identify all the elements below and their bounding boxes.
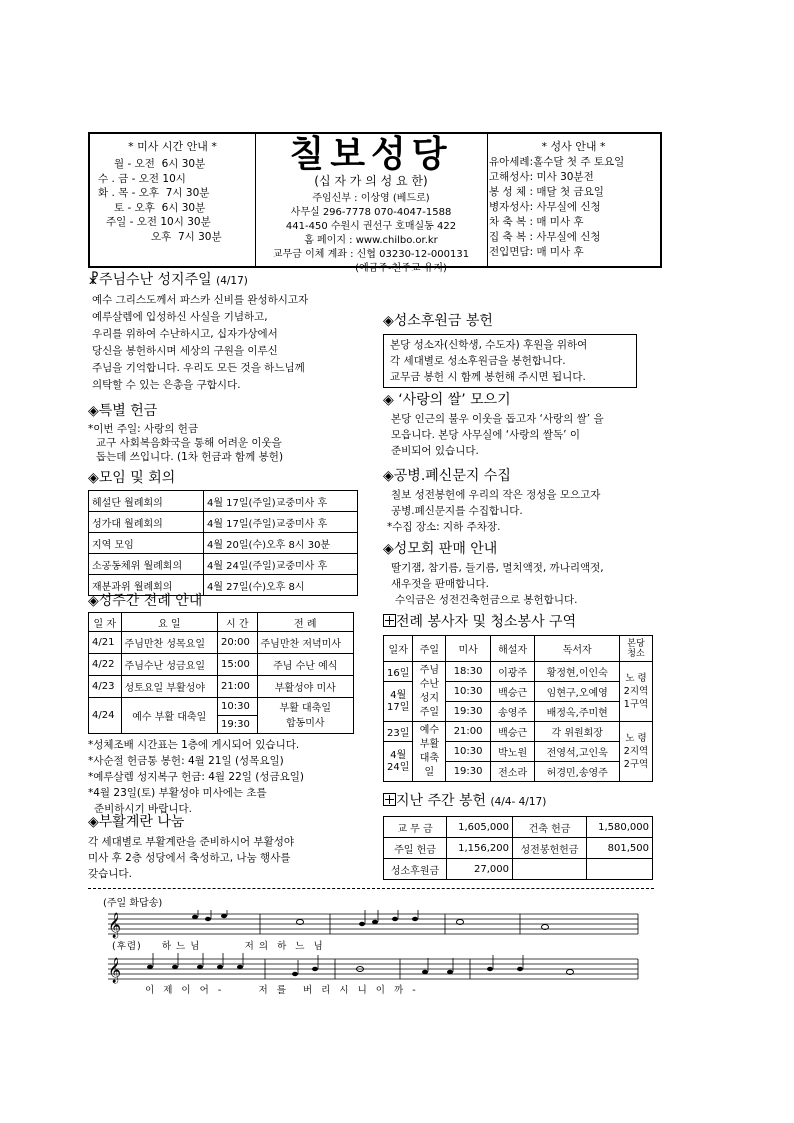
meetings-table xyxy=(88,490,358,596)
table-cell: 백승근 xyxy=(490,722,535,742)
table-row xyxy=(89,512,358,533)
table-cell: 16일 xyxy=(384,662,413,682)
easter-egg-section xyxy=(88,811,378,882)
table-cell: 4/24 xyxy=(89,698,122,734)
table-row xyxy=(89,698,354,716)
meetings-heading: ◈모임 및 회의 xyxy=(88,470,176,486)
rice-heading: ◈ ‘사랑의 쌀’ 모으기 xyxy=(383,392,511,408)
table-cell: 백승근 xyxy=(490,682,535,702)
offering-heading xyxy=(383,790,663,810)
paragraph-line: 갖습니다. xyxy=(88,868,132,880)
paragraph-line: 의탁할 수 있는 은총을 구합시다. xyxy=(92,379,241,391)
table-cell xyxy=(512,859,586,880)
table-cell: 전소라 xyxy=(490,762,535,782)
note-line: *사순절 헌금통 봉헌: 4월 21일 (성목요일) xyxy=(88,755,284,767)
mass-time-line: 토 - 오후 6시 30분 xyxy=(114,201,206,214)
paragraph-line: 교무금 봉헌 시 함께 봉헌해 주시면 됩니다. xyxy=(390,371,586,383)
paragraph-line: 본당 인근의 불우 이웃을 돕고자 ‘사랑의 쌀’ 을 xyxy=(391,413,604,425)
table-cell: 부활성야 미사 xyxy=(257,676,353,698)
table-cell: 19:30 xyxy=(446,702,490,722)
table-row xyxy=(89,491,358,512)
table-cell: 교 무 금 xyxy=(384,817,447,838)
table-cell: 801,500 xyxy=(587,838,653,859)
table-cell: 주님만찬 저녁미사 xyxy=(257,632,353,654)
table-cell: 15:00 xyxy=(218,654,258,676)
table-cell: 1,605,000 xyxy=(447,817,513,838)
holy-week-section xyxy=(88,590,378,817)
sacrament-line: 차 축 복 : 매 미사 후 xyxy=(489,216,584,228)
table-cell: 각 위원회장 xyxy=(535,722,620,742)
lyrics-line: 이 제 이 어 - 저 를 버 리 시 니 이 까 - xyxy=(145,985,417,996)
vocation-box xyxy=(383,334,637,388)
main-feast-date: (4/17) xyxy=(216,275,248,287)
table-cell: 황정현,이인숙 xyxy=(535,662,620,682)
paragraph-line: 딸기잼, 참기름, 들기름, 멸치액젓, 까나리액젓, xyxy=(391,562,604,574)
table-row xyxy=(89,632,354,654)
paragraph-line: 준비되어 있습니다. xyxy=(391,445,479,457)
table-cell: 4/23 xyxy=(89,676,122,698)
meeting-name: 소공동체위 월례회의 xyxy=(89,554,204,575)
church-subtitle: (십 자 가 의 성 요 한) xyxy=(314,174,428,188)
meeting-name: 헤설단 월례회의 xyxy=(89,491,204,512)
column-header: 전 례 xyxy=(257,613,353,632)
table-cell: 10:30 xyxy=(218,698,258,716)
table-cell: 19:30 xyxy=(218,716,258,734)
special-offering-section xyxy=(88,400,378,464)
paragraph-line: 돕는데 쓰입니다. (1차 헌금과 함께 봉헌) xyxy=(96,451,284,463)
svg-text:𝄞: 𝄞 xyxy=(108,958,122,983)
servers-table xyxy=(383,635,653,782)
homepage: 홈 페이지 : www.chilbo.or.kr xyxy=(304,235,438,246)
meeting-time: 4월 17일(주일)교중미사 후 xyxy=(203,491,357,512)
paragraph-line: *이번 주일: 사랑의 헌금 xyxy=(88,423,199,435)
paragraph-line: 당신을 봉헌하시며 세상의 구원을 이루신 xyxy=(92,345,278,357)
sale-section xyxy=(383,538,663,608)
table-cell xyxy=(257,698,353,734)
offering-section xyxy=(383,790,663,880)
masthead xyxy=(88,132,662,274)
table-cell: 21:00 xyxy=(446,722,490,742)
table-cell: 27,000 xyxy=(447,859,513,880)
column-header: 시 간 xyxy=(218,613,258,632)
table-row xyxy=(384,817,653,838)
table-cell: 20:00 xyxy=(218,632,258,654)
table-cell: 주님수난 성금요일 xyxy=(121,654,217,676)
column-header: 독서자 xyxy=(535,636,620,662)
table-cell: 4월 17일 xyxy=(384,682,413,722)
main-feast-section xyxy=(88,269,378,394)
sacrament-line: 집 축 복 : 사무실에 신청 xyxy=(489,231,601,243)
table-cell: 예수 부활 대축일 xyxy=(413,722,446,782)
main-feast-heading xyxy=(88,269,378,289)
sale-heading: ◈성모회 판매 안내 xyxy=(383,541,498,557)
table-cell: 성전봉헌헌금 xyxy=(512,838,586,859)
sacrament-line: 유아세례:홀수달 첫 주 토요일 xyxy=(489,156,625,168)
priest-name: 주임신부 : 이상영 (베드로) xyxy=(312,193,430,204)
table-header-row xyxy=(89,613,354,632)
church-address: 441-450 수원시 권선구 호매실동 422 xyxy=(285,221,457,232)
servers-heading xyxy=(383,611,663,631)
column-header: 해설자 xyxy=(490,636,535,662)
rice-section xyxy=(383,389,663,459)
table-row xyxy=(384,859,653,880)
table-row xyxy=(89,533,358,554)
paragraph-line: 공병.폐신문지를 수집합니다. xyxy=(391,505,523,517)
church-info-panel xyxy=(255,133,488,274)
column-header: 일 자 xyxy=(89,613,122,632)
table-cell: 허경민,송영주 xyxy=(535,762,620,782)
offering-period: (4/4- 4/17) xyxy=(490,796,547,808)
note-line: *4월 23일(토) 부활성야 미사에는 초를 xyxy=(88,787,267,799)
table-cell: 주님만찬 성목요일 xyxy=(121,632,217,654)
holy-week-heading: ◈성주간 전례 안내 xyxy=(88,593,203,609)
paragraph-line: 미사 후 2층 성당에서 축성하고, 나눔 행사를 xyxy=(88,852,291,864)
note-line: *성체조배 시간표는 1층에 게시되어 있습니다. xyxy=(88,739,300,751)
paragraph-line: 우리를 위하여 수난하시고, 십자가상에서 xyxy=(92,328,278,340)
meeting-time: 4월 17일(주일)교중미사 후 xyxy=(203,512,357,533)
column-header: 주일 xyxy=(413,636,446,662)
table-cell: 성소후원금 xyxy=(384,859,447,880)
offering-table xyxy=(383,816,653,880)
sacraments-panel xyxy=(487,134,660,266)
paragraph-line: 모읍니다. 본당 사무실에 ‘사랑의 쌀독’ 이 xyxy=(391,429,580,441)
table-cell: 4월 24일 xyxy=(384,742,413,782)
lyrics-line: (후렴) 하 느 님 저 의 하 느 님 xyxy=(112,941,324,952)
meetings-section xyxy=(88,467,378,596)
sacraments-title: * 성사 안내 * xyxy=(541,140,606,153)
table-cell: 예수 부활 대축일 xyxy=(121,698,217,734)
servers-section xyxy=(383,611,663,782)
table-row xyxy=(384,662,653,682)
church-name: 칠보성당 xyxy=(289,133,453,175)
mass-times-title: * 미사 시간 안내 * xyxy=(128,140,217,153)
easter-egg-heading: ◈부활계란 나눔 xyxy=(88,814,185,830)
mass-time-line: 월 - 오전 6시 30분 xyxy=(114,158,206,170)
mass-time-line: 주일 - 오전 10시 30분 xyxy=(106,216,211,228)
psalm-label: (주일 화답송) xyxy=(103,898,163,909)
paragraph-line: 각 세대별로 부활계란을 준비하시어 부활성야 xyxy=(88,836,295,848)
paragraph-line: *수집 장소: 지하 주차장. xyxy=(387,521,501,533)
table-cell: 1,156,200 xyxy=(447,838,513,859)
meeting-name: 성가대 월례회의 xyxy=(89,512,204,533)
column-header: 일자 xyxy=(384,636,413,662)
paragraph-line: 예수 그리스도께서 파스카 신비를 완성하시고자 xyxy=(92,294,309,306)
sacrament-line: 고해성사: 미사 30분전 xyxy=(489,171,594,183)
holy-week-table xyxy=(88,612,354,734)
table-cell: 박노원 xyxy=(490,742,535,762)
recycle-heading: ◈공병.폐신문지 수집 xyxy=(383,468,511,484)
paragraph-line: 칠보 성전봉헌에 우리의 작은 정성을 모으고자 xyxy=(391,489,601,501)
paragraph-line: 새우젓을 판매합니다. xyxy=(391,578,489,590)
table-row xyxy=(384,838,653,859)
table-row xyxy=(89,654,354,676)
offering-title: 지난 주간 봉헌 xyxy=(396,793,487,809)
recycle-section xyxy=(383,465,663,535)
table-cell: 19:30 xyxy=(446,762,490,782)
account-holder: (예금주-천주교 유지) xyxy=(355,263,447,274)
table-cell: 주일 헌금 xyxy=(384,838,447,859)
table-cell: 이광주 xyxy=(490,662,535,682)
table-cell: 4/21 xyxy=(89,632,122,654)
table-cell: 10:30 xyxy=(446,742,490,762)
mass-time-line: 화 . 목 - 오후 7시 30분 xyxy=(98,187,210,199)
table-header-row xyxy=(384,636,653,662)
column-header: 요 일 xyxy=(121,613,217,632)
meeting-name: 재분과위 월례회의 xyxy=(89,575,204,596)
sacrament-line: 전입면담: 매 미사 후 xyxy=(489,246,584,258)
table-cell: 성토요일 부활성야 xyxy=(121,676,217,698)
paragraph-line: 수익금은 성전건축헌금으로 봉헌합니다. xyxy=(395,594,578,606)
paragraph-line: 교구 사회복음화국을 통해 어려운 이웃을 xyxy=(96,437,282,449)
table-cell xyxy=(587,859,653,880)
rite-line: 부활 대축일 xyxy=(279,702,331,714)
mass-times-panel xyxy=(90,134,256,266)
table-cell: 23일 xyxy=(384,722,413,742)
phone-numbers: 사무실 296-7778 070-4047-1588 xyxy=(290,207,452,218)
table-cell: 주님 수난 예식 xyxy=(257,654,353,676)
sacrament-line: 병자성사: 사무실에 신청 xyxy=(489,201,601,213)
table-cell: 노 령 2지역 1구역 xyxy=(620,662,653,722)
column-header: 미사 xyxy=(446,636,490,662)
vocation-section xyxy=(383,310,663,388)
table-row xyxy=(384,722,653,742)
square-cross-icon xyxy=(383,793,396,806)
mass-time-line: 수 . 금 - 오전 10시 xyxy=(98,172,186,185)
table-row xyxy=(89,554,358,575)
special-offering-heading: ◈특별 헌금 xyxy=(88,403,158,419)
main-feast-title: 주님수난 성지주일 xyxy=(98,272,212,288)
mass-time-line: 오후 7시 30분 xyxy=(151,230,222,243)
table-cell: 21:00 xyxy=(218,676,258,698)
paragraph-line: 주님을 기억합니다. 우리도 모든 것을 하느님께 xyxy=(92,362,305,374)
table-cell: 10:30 xyxy=(446,682,490,702)
table-cell: 배정옥,주미현 xyxy=(535,702,620,722)
table-cell: 4/22 xyxy=(89,654,122,676)
meeting-time: 4월 20일(수)오후 8시 30분 xyxy=(203,533,357,554)
table-cell: 주님 수난 성지 주일 xyxy=(413,662,446,722)
paragraph-line: 각 세대별로 성소후원금을 봉헌합니다. xyxy=(390,355,566,367)
table-cell: 건축 헌금 xyxy=(512,817,586,838)
table-cell: 송영주 xyxy=(490,702,535,722)
meeting-name: 지역 모임 xyxy=(89,533,204,554)
rite-line: 합동미사 xyxy=(285,717,325,729)
table-cell: 18:30 xyxy=(446,662,490,682)
bank-account: 교무금 이체 계좌 : 신협 03230-12-000131 xyxy=(272,249,470,260)
column-header: 본당 청소 xyxy=(620,636,653,662)
table-cell: 1,580,000 xyxy=(587,817,653,838)
vocation-heading: ◈성소후원금 봉헌 xyxy=(383,313,493,329)
sacrament-line: 봉 성 체 : 매달 첫 금요일 xyxy=(489,186,604,198)
table-cell: 노 령 2지역 2구역 xyxy=(620,722,653,782)
svg-text:𝄞: 𝄞 xyxy=(108,913,122,938)
meeting-time: 4월 27일(수)오후 8시 xyxy=(203,575,357,596)
table-row xyxy=(89,676,354,698)
paragraph-line: 본당 성소자(신학생, 수도자) 후원을 위하여 xyxy=(390,339,588,351)
table-cell: 임현구,오예영 xyxy=(535,682,620,702)
meeting-time: 4월 24일(주일)교중미사 후 xyxy=(203,554,357,575)
table-cell: 전영석,고인욱 xyxy=(535,742,620,762)
square-cross-icon xyxy=(383,614,396,627)
note-line: *예루살렘 성지복구 헌금: 4월 22일 (성금요일) xyxy=(88,771,304,783)
chi-rho-icon: ☧ xyxy=(88,272,99,288)
note-line: 준비하시기 바랍니다. xyxy=(94,803,192,815)
section-divider xyxy=(88,888,654,889)
servers-title: 전례 봉사자 및 청소봉사 구역 xyxy=(396,614,577,630)
paragraph-line: 예루살렘에 입성하신 사실을 기념하고, xyxy=(92,311,268,323)
